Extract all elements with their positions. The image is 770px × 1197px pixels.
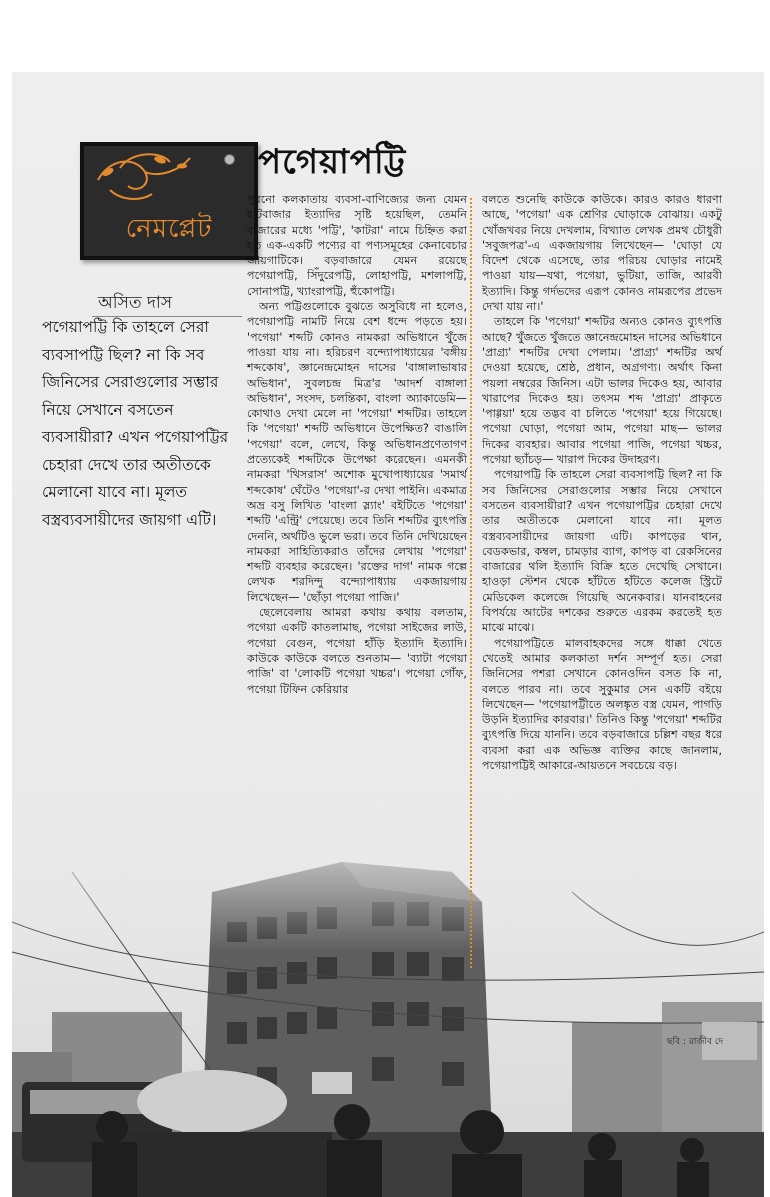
article-column-1	[247, 192, 467, 697]
paragraph: বলতে শুনেছি কাউকে কাউকে। কারও কারও ধারণা আছে, 'পগেয়া' এক শ্রেণির ঘোড়াকে বোঝায়। একটু খোঁজখবর নিয়ে দেখলাম, বিখ্যাত লেখক প্রমথ চৌধুরী 'সবুজপত্র'-এ একজায়গায় লিখেছেন— 'ঘোড়া যে বিদেশ থেকে এসেছে, তার পরিচয় ঘোড়ার নামেই পাওয়া যায়—যথা, পগেয়া, ভুটিয়া, তাজি, আরবী ইত্যাদি। কিন্তু গর্দভদের এরূপ কোনও নামরূপের প্রভেদ দেখা যায় না।'	[482, 193, 722, 314]
section-label: নেমপ্লেট	[125, 214, 213, 244]
paragraph: অন্য পট্টিগুলোকে বুঝতে অসুবিধে না হলেও, পগেয়াপট্টি নামটি নিয়ে বেশ ধন্দে পড়তে হয়। 'পগেয়া' শব্দটি কোনও নামকরা অভিধানে খুঁজে পাওয়া যায় না। হরিচরণ বন্দ্যোপাধ্যায়ের 'বঙ্গীয় শব্দকোষ', জ্ঞানেন্দ্রমোহন দাসের 'বাঙ্গালাভাষার অভিধান', সুবলচন্দ্র মিত্র'র 'আদর্শ বাঙ্গালা অভিধান', সংসদ, চলন্তিকা, বাংলা অ্যাকাডেমি— কোথাও দেখা মেলে না 'পগেয়া' শব্দটির। তাহলে কি 'পগেয়া' শব্দটি অভিধানে উপেক্ষিত? বাঙালি 'পগেয়া' বলে, লেখে, কিন্তু অভিধানপ্রণেতাগণ প্রত্যেকেই শব্দটিকে উপেক্ষা করেছেন। এমনকী নামকরা 'থিসরাস' অশোক মুখোপাধ্যায়ের 'সমার্থ শব্দকোষ' ঘেঁটেও 'পগেয়া'-র দেখা পাইনি। একমাত্র অভ্র বসু লিখিত 'বাংলা স্ল্যাং' বইটিতে 'পগেয়া' শব্দটি 'এন্ট্রি' পেয়েছে। তবে তিনি শব্দটির ব্যুৎপত্তি দেননি, অর্থটিও ভুলে ভরা। তবে তিনি দেখিয়েছেন নামকরা সাহিত্যিকরাও তাঁদের লেখায় 'পগেয়া' শব্দটি ব্যবহার করেছেন। 'রক্তের দাগ' নামক গল্পে লেখক শরদিন্দু বন্দ্যোপাধ্যায় একজায়গায় লিখেছেন— 'ছোঁড়া পগেয়া পাজি।'	[247, 300, 467, 604]
photo-credit: ছবি : রাজীব দে	[667, 1037, 724, 1047]
article-column-2	[482, 192, 722, 773]
headline: পগেয়াপট্টি	[258, 142, 407, 182]
paragraph: পুরনো কলকাতায় ব্যবসা-বাণিজ্যের জন্য যেমন হাটবাজার ইত্যাদির সৃষ্টি হয়েছিল, তেমনি বাজারের মধ্যে 'পট্টি', 'কাটরা' নামে চিহ্নিত করা হত এক-একটি পণ্যের বা পণ্যসমূহের কেনাবেচার জায়গাটিকে। বড়বাজারে যেমন রয়েছে পগেয়াপট্টি, সিঁদুরেপট্টি, লোহাপট্টি, মশলাপট্টি, সোনাপট্টি, খ্যাংরাপট্টি, হুঁকোপট্টি।	[247, 193, 467, 298]
column-divider	[470, 198, 472, 968]
nameplate-badge	[80, 142, 258, 260]
newspaper-page	[12, 72, 764, 1197]
paragraph: পগেয়াপট্টিতে মালবাহকদের সঙ্গে ধাক্কা খেতে খেতেই আমার কলকাতা দর্শন সম্পূর্ণ হত। সেরা জিনিসের পশরা সেখানে কোনওদিন বসত কি না, বলতে পারব না। তবে সুকুমার সেন একটি বইয়ে লিখেছেন— 'পগেয়াপট্টীতে অলঙ্কৃত বস্ত্র যেমন, পাগড়ি উড়নি ইত্যাদির কারবার।' তিনিও কিন্তু 'পগেয়া' শব্দটির ব্যুৎপত্তি দিয়ে যাননি। তবে বড়বাজারে চল্লিশ বছর ধরে ব্যবসা করা এক অভিজ্ঞ ব্যক্তির কাছে জানলাম, পগেয়াপট্টিই আকারে-আয়তনে সবচেয়ে বড়।	[482, 636, 722, 772]
author-byline: অসিত দাস	[98, 293, 173, 313]
paragraph: তাহলে কি 'পগেয়া' শব্দটির অন্যও কোনও ব্যুৎপত্তি আছে? খুঁজতে খুঁজতে জ্ঞানেন্দ্রমোহন দাসের অভিধানে 'প্রাগ্র্য' শব্দটির দেখা পেলাম। 'প্রাগ্র্য' শব্দটির অর্থ দেওয়া হয়েছে, শ্রেষ্ঠ, প্রধান, অগ্রগণ্য। অর্থাৎ কিনা পয়লা নম্বরের জিনিস। এটা ভালর দিকেও হয়, আবার খারাপের দিকেও হয়। তৎসম শব্দ 'প্রাগ্র্য' প্রাকৃতে 'পাগ্গয়া' হয়ে তদ্ভব বা চলিতে 'পগেয়া' হয়ে গিয়েছে। পগেয়া ঘোড়া, পগেয়া আম, পগেয়া মাছ— ভালর দিকের ব্যবহার। আবার পগেয়া পাজি, পগেয়া খচ্চর, পগেয়া ছ্যাঁচড়— খারাপ দিকের উদাহরণ।	[482, 315, 722, 467]
floral-ornament-icon	[90, 150, 210, 210]
paragraph: ছেলেবেলায় আমরা কথায় কথায় বলতাম, পগেয়া একটি কাতলামাছ, পগেয়া সাইজের লাউ, পগেয়া বেগুন, পগেয়া হাঁড়ি ইত্যাদি ইত্যাদি। কাউকে কাউকে বলতে শুনতাম— 'ব্যাটা পগেয়া পাজি' বা 'লোকটি পগেয়া খচ্চর'। পগেয়া গোঁফ, পগেয়া টিফিন কেরিয়ার	[247, 606, 467, 696]
intro-blurb: পগেয়াপট্টি কি তাহলে সেরা ব্যবসাপট্টি ছিল? না কি সব জিনিসের সেরাগুলোর সম্ভার নিয়ে সেখানে বসতেন ব্যবসায়ীরা? এখন পগেয়াপট্টির চেহারা দেখে তার অতীতকে মেলানো যাবে না। মূলত বস্ত্রব্যবসায়ীদের জায়গা এটি।	[42, 318, 229, 529]
paragraph: পগেয়াপট্টি কি তাহলে সেরা ব্যবসাপট্টি ছিল? না কি সব জিনিসের সেরাগুলোর সম্ভার নিয়ে সেখানে বসতেন ব্যবসায়ীরা? এখন পগেয়াপট্টির চেহারা দেখে তার অতীতকে মেলানো যাবে না। মূলত বস্ত্রব্যবসায়ীদের জায়গা এটি। কাপড়ের থান, বেডকভার, কম্বল, চামড়ার ব্যাগ, কাপড় বা রেকসিনের বাজারের থলি ইত্যাদি বিক্রি হতে দেখেছি সেখানে। হাওড়া স্টেশন থেকে হাঁটতে হাঁটতে কলেজ স্ট্রিটে মেডিকেল কলেজে গিয়েছি অনেকবার। যানবাহনের বিপর্যয়ে আটের দশকের শুরুতে এরকম করতেই হত মাঝে মাঝে।	[482, 468, 722, 635]
nail-icon	[224, 154, 235, 165]
